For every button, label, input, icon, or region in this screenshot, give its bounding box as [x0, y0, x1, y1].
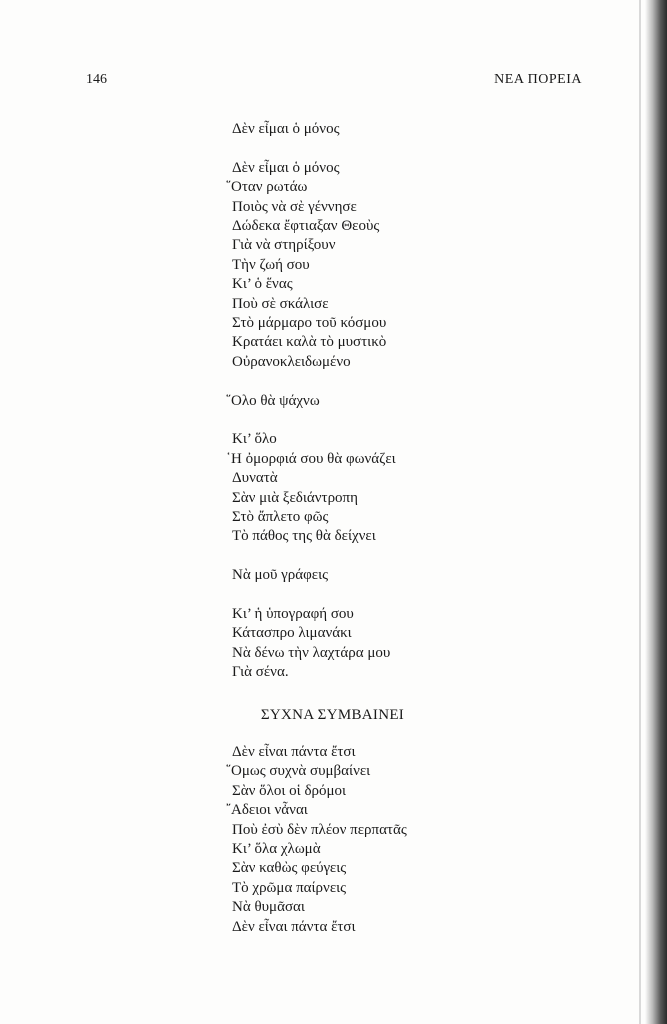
- poem-line: Ποὺ σὲ σκάλισε: [232, 295, 329, 312]
- poem-line: Δώδεκα ἔφτιαξαν Θεοὺς: [232, 218, 380, 235]
- poem-line: Δὲν εἶμαι ὁ μόνος: [232, 159, 340, 176]
- poem-line: Στὸ μάρμαρο τοῦ κόσμου: [232, 315, 387, 332]
- poem-line: Ποὺ ἐσὺ δὲν πλέον περπατᾶς: [232, 821, 407, 838]
- poem-line: Νὰ μοῦ γράφεις: [232, 567, 329, 584]
- poem-1: [226, 120, 592, 683]
- poem-1-stanza-4: [232, 566, 592, 585]
- poem-2-title-text: ΣΥΧΝΑ ΣΥΜΒΑΙΝΕΙ: [260, 707, 405, 723]
- poem-2-title: [0, 707, 667, 724]
- poem-1-stanza-2: [226, 392, 592, 411]
- poem-2: [226, 743, 592, 937]
- poem-line: ῞Οταν ρωτάω: [226, 179, 308, 196]
- poem-1-stanza-1: [226, 159, 592, 372]
- poem-line: Κάτασπρο λιμανάκι: [232, 625, 352, 642]
- poem-line: Γιὰ σένα.: [232, 664, 289, 681]
- poem-line: ῞Ολο θὰ ψάχνω: [226, 392, 320, 409]
- poem-line: Κι’ ὅλο: [232, 431, 277, 448]
- running-head: [0, 72, 667, 92]
- poem-line: Στὸ ἄπλετο φῶς: [232, 509, 329, 526]
- poem-line: Σὰν καθὼς φεύγεις: [232, 860, 347, 877]
- poem-line: Ποιὸς νὰ σὲ γέννησε: [232, 198, 357, 215]
- poem-line: Δὲν εἶναι πάντα ἔτσι: [232, 918, 356, 935]
- poem-line: ῾Η ὀμορφιά σου θὰ φωνάζει: [226, 450, 396, 467]
- journal-title: ΝΕΑ ΠΟΡΕΙΑ: [494, 72, 582, 87]
- poem-1-title: Δὲν εἶμαι ὁ μόνος: [232, 121, 340, 137]
- poem-line: ῞Ομως συχνὰ συμβαίνει: [226, 763, 371, 780]
- poem-line: Νὰ δένω τὴν λαχτάρα μου: [232, 644, 391, 661]
- page-edge-shadow: [645, 0, 667, 1024]
- poem-line: Τὸ πάθος της θὰ δείχνει: [232, 528, 376, 545]
- poem-1-stanza-5: [232, 605, 592, 683]
- poem-line: Κρατάει καλὰ τὸ μυστικὸ: [232, 334, 387, 351]
- poem-line: Νὰ θυμᾶσαι: [232, 899, 305, 916]
- poem-line: ῎Αδειοι νἆναι: [226, 802, 308, 819]
- poem-line: Σὰν μιὰ ξεδιάντροπη: [232, 489, 358, 506]
- poem-1-stanza-3: [226, 430, 592, 546]
- poem-line: Κι’ ὅλα χλωμὰ: [232, 841, 321, 858]
- poem-line: Οὐρανοκλειδωμένο: [232, 353, 351, 370]
- poem-line: Δυνατὰ: [232, 470, 278, 487]
- poem-line: Γιὰ νὰ στηρίξουν: [232, 237, 336, 254]
- poem-line: Σὰν ὅλοι οἱ δρόμοι: [232, 782, 347, 799]
- poem-line: Κι’ ἡ ὑπογραφή σου: [232, 606, 354, 623]
- poem-line: Τὸ χρῶμα παίρνεις: [232, 879, 347, 896]
- poem-line: Κι’ ὁ ἕνας: [232, 276, 293, 293]
- page-number: 146: [86, 72, 107, 87]
- poem-line: Τὴν ζωή σου: [232, 256, 310, 273]
- page-crease: [639, 0, 641, 1024]
- poem-line: Δὲν εἶναι πάντα ἔτσι: [232, 744, 356, 760]
